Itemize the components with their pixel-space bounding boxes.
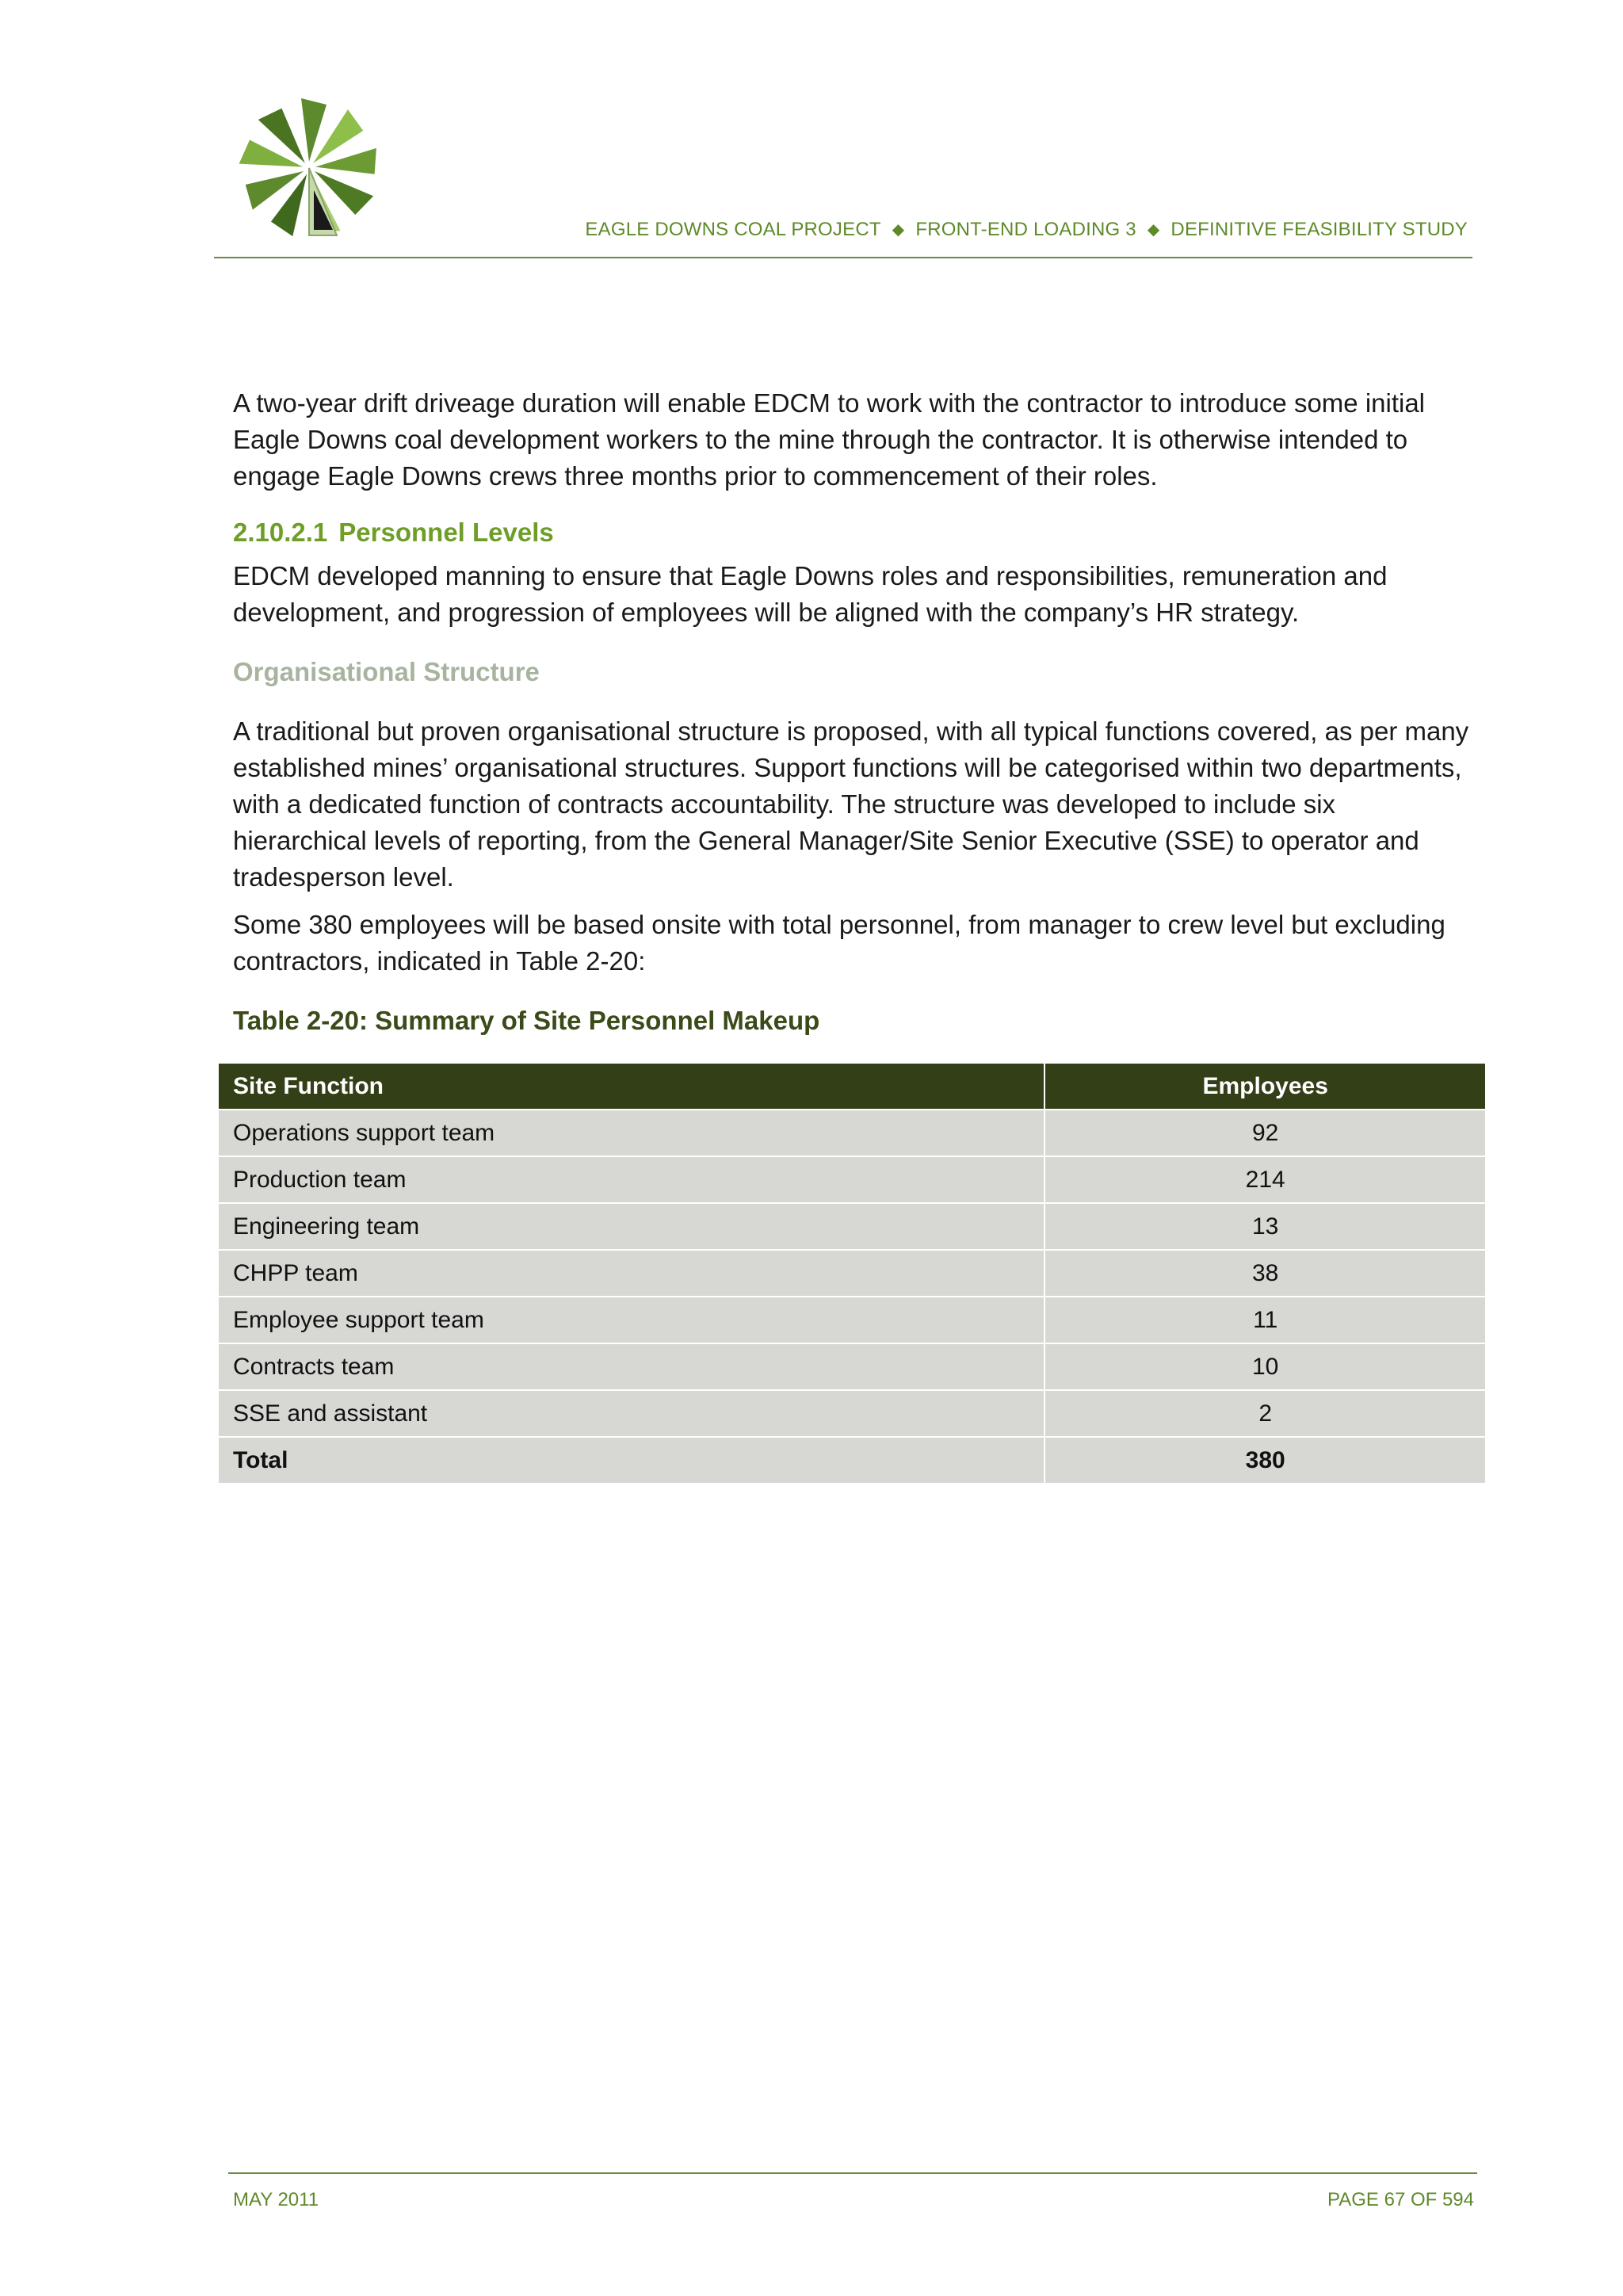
header-study: DEFINITIVE FEASIBILITY STUDY	[1170, 219, 1468, 240]
column-header-employees: Employees	[1044, 1063, 1486, 1110]
header-project: EAGLE DOWNS COAL PROJECT	[585, 219, 881, 240]
header-phase: FRONT-END LOADING 3	[915, 219, 1136, 240]
footer-page-number: PAGE 67 OF 594	[1327, 2189, 1474, 2210]
total-value-cell: 380	[1044, 1437, 1486, 1484]
header-divider	[214, 257, 1472, 258]
employees-cell: 13	[1044, 1203, 1486, 1250]
site-function-cell: Production team	[218, 1156, 1044, 1203]
site-personnel-table	[217, 1062, 1487, 1484]
employees-cell: 2	[1044, 1390, 1486, 1437]
paragraph-drift-driveage: A two-year drift driveage duration will enable EDCM to work with the contractor to introduce some initial Eagle Downs coal development workers to the mine through the contractor. It is otherwise intended to engage Eagle Downs crews three months prior to commencement of their roles.	[233, 388, 1426, 491]
running-header	[585, 219, 1468, 241]
section-title: Personnel Levels	[338, 518, 554, 547]
table-row	[218, 1250, 1486, 1297]
employees-cell: 11	[1044, 1297, 1486, 1343]
table-row	[218, 1390, 1486, 1437]
table-row	[218, 1110, 1486, 1156]
employees-cell: 38	[1044, 1250, 1486, 1297]
site-function-cell: Contracts team	[218, 1343, 1044, 1390]
company-logo-icon	[230, 89, 388, 247]
document-body	[233, 385, 1469, 1038]
column-header-site-function: Site Function	[218, 1063, 1044, 1110]
section-heading	[233, 515, 1469, 550]
subheading-organisational-structure: Organisational Structure	[233, 657, 540, 686]
diamond-separator-icon: ◆	[1147, 221, 1160, 239]
table-row	[218, 1297, 1486, 1343]
table-header-row	[218, 1063, 1486, 1110]
table-caption: Table 2-20: Summary of Site Personnel Makeup	[233, 1006, 820, 1035]
site-function-cell: Employee support team	[218, 1297, 1044, 1343]
paragraph-organisational-structure: A traditional but proven organisational structure is proposed, with all typical functions covered, as per many established mines’ organisational structures. Support functions will be categorised within two departments, with a dedicated function of contracts accountability. The structure was developed to include six hierarchical levels of reporting, from the General Manager/Site Senior Executive (SSE) to operator and tradesperson level.	[233, 716, 1469, 892]
employees-cell: 214	[1044, 1156, 1486, 1203]
table-row	[218, 1203, 1486, 1250]
site-function-cell: SSE and assistant	[218, 1390, 1044, 1437]
total-label-cell: Total	[218, 1437, 1044, 1484]
employees-cell: 10	[1044, 1343, 1486, 1390]
diamond-separator-icon: ◆	[892, 221, 905, 239]
site-function-cell: Engineering team	[218, 1203, 1044, 1250]
table-total-row	[218, 1437, 1486, 1484]
site-function-cell: CHPP team	[218, 1250, 1044, 1297]
footer-date: MAY 2011	[233, 2189, 319, 2210]
table-row	[218, 1343, 1486, 1390]
paragraph-employees-onsite: Some 380 employees will be based onsite with total personnel, from manager to crew level but excluding contractors, indicated in Table 2-20:	[233, 910, 1445, 976]
employees-cell: 92	[1044, 1110, 1486, 1156]
site-function-cell: Operations support team	[218, 1110, 1044, 1156]
footer-divider	[228, 2172, 1477, 2174]
paragraph-manning: EDCM developed manning to ensure that Eagle Downs roles and responsibilities, remuneration and development, and progression of employees will be aligned with the company’s HR strategy.	[233, 561, 1388, 627]
table-row	[218, 1156, 1486, 1203]
section-number: 2.10.2.1	[233, 518, 328, 547]
